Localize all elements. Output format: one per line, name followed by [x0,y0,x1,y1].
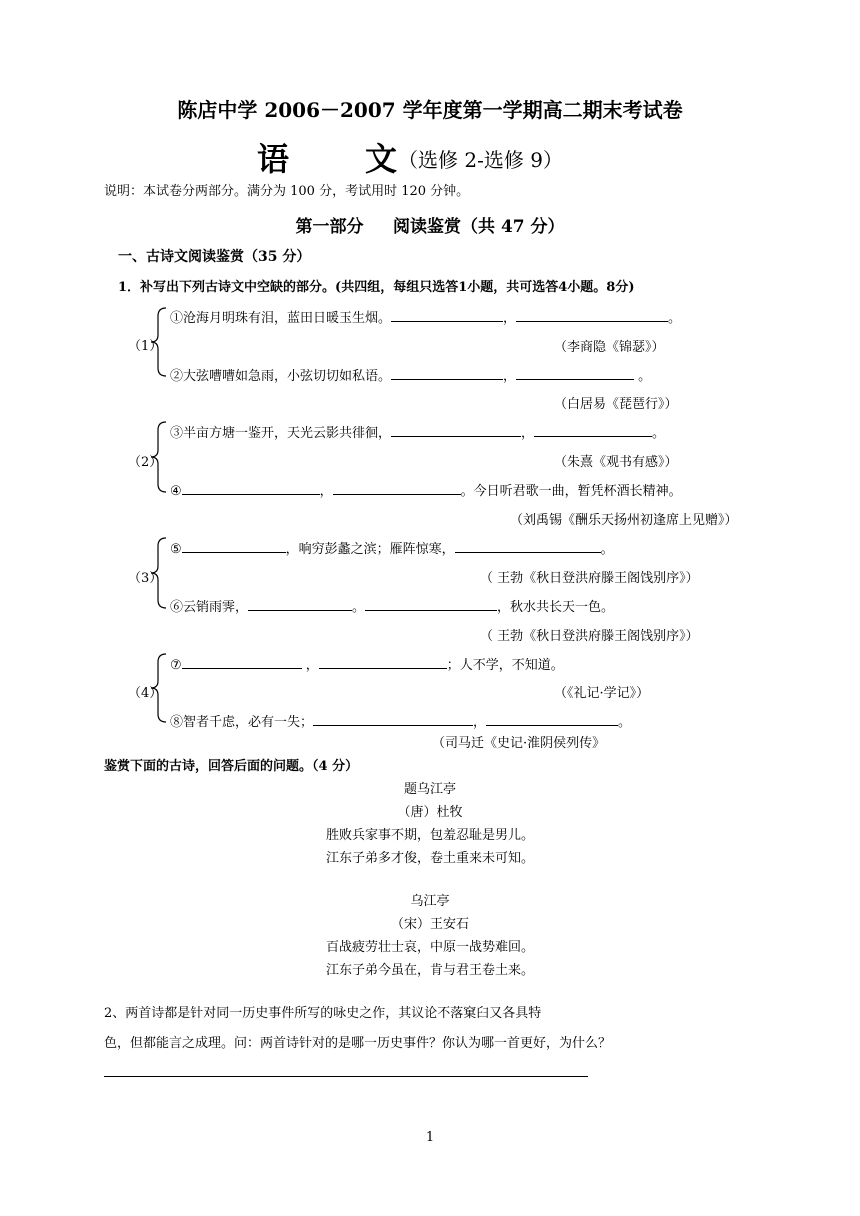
punctuation: ， [503,311,517,326]
subject-char-2: 文 [365,140,398,178]
answer-blank[interactable] [516,308,668,322]
group-4-label: （4） [128,686,163,701]
punctuation: ， [473,715,487,730]
group-2-line-b [170,480,682,499]
line-text: ；人不学，不知道。 [446,658,564,673]
punctuation: 。 [652,426,666,441]
answer-blank[interactable] [248,597,352,611]
line-text: ⑦ [170,658,182,673]
line-text: ②大弦嘈嘈如急雨，小弦切切如私语。 [170,369,392,384]
poem-2-title: 乌江亭 [410,894,450,909]
line-text: ③半亩方塘一鉴开，天光云影共徘徊， [170,426,392,441]
group-1-line-b [170,365,651,384]
answer-blank[interactable] [313,712,473,726]
group-1-line-a [170,307,681,326]
part1-heading: 第一部分 阅读鉴赏（共 47 分） [295,217,565,237]
line-text: ，秋水共长天一色。 [497,600,615,615]
subject-char-1: 语 [257,140,290,178]
punctuation: ， [521,426,535,441]
answer-blank[interactable] [182,655,302,669]
punctuation: ， [319,484,333,499]
group-1-label: （1） [128,339,163,354]
answer-blank[interactable] [333,481,461,495]
answer-blank[interactable] [486,712,618,726]
answer-blank[interactable] [455,539,601,553]
answer-blank[interactable] [391,308,503,322]
answer-blank[interactable] [182,539,286,553]
answer-line[interactable] [104,1076,588,1077]
group-1-source-a: （李商隐《锦瑟》） [554,340,665,355]
group-3-line-a [170,538,614,557]
answer-blank[interactable] [391,423,521,437]
answer-blank[interactable] [319,655,447,669]
group-4-line-b [170,711,631,730]
group-2-source-b: （刘禹锡《酬乐天扬州初逢席上见赠》） [510,513,738,528]
poem-1-line-2: 江东子弟多才俊，卷土重来未可知。 [325,851,534,866]
exam-title: 陈店中学 2006－2007 学年度第一学期高二期末考试卷 [177,98,683,122]
line-text: ⑧智者千虑，必有一失； [170,715,314,730]
poem-1-line-1: 胜败兵家事不期，包羞忍耻是男儿。 [325,828,534,843]
subject-note: （选修 2-选修 9） [398,148,563,172]
line-text: ⑤ [170,542,182,557]
poem-2-line-2: 江东子弟今虽在，肯与君王卷土来。 [325,963,534,978]
poem-2-line-1: 百战疲劳壮士哀，中原一战势难回。 [325,940,534,955]
question-2-line-1: 2、两首诗都是针对同一历史事件所写的咏史之作，其议论不落窠臼又各具特 [104,1006,542,1021]
punctuation: ， [503,369,517,384]
answer-blank[interactable] [534,423,652,437]
poem-1-author: （唐）杜牧 [397,805,463,820]
question-2-line-2: 色，但都能言之成理。问：两首诗针对的是哪一历史事件？你认为哪一首更好，为什么？ [104,1036,612,1051]
line-text: ④ [170,484,182,499]
punctuation: 。 [352,600,366,615]
answer-blank[interactable] [516,366,634,380]
group-1-source-b: （白居易《琵琶行》） [554,397,678,412]
section1-heading: 一、古诗文阅读鉴赏（35 分） [118,249,311,265]
answer-blank[interactable] [391,366,503,380]
group-4-line-a [170,654,564,673]
line-text: ，响穷彭蠡之滨；雁阵惊寒， [285,542,455,557]
punctuation: ， [301,658,319,673]
punctuation: 。 [634,369,652,384]
poem-2-author: （宋）王安石 [390,917,469,932]
appreciation-prompt: 鉴赏下面的古诗，回答后面的问题。（4 分） [104,759,359,774]
group-2-source-a: （朱熹《观书有感》） [554,455,678,470]
group-4-source-a: （《礼记·学记》） [554,686,650,701]
group-2-line-a [170,422,665,441]
group-3-source-b: （ 王勃《秋日登洪府滕王阁饯别序》） [480,629,699,644]
punctuation: 。 [618,715,632,730]
group-2-label: （2） [128,455,163,470]
group-4-source-b: （司马迁《史记·淮阴侯列传》 [432,736,606,751]
group-3-source-a: （ 王勃《秋日登洪府滕王阁饯别序》） [480,571,699,586]
question-1: 1．补写出下列古诗文中空缺的部分。(共四组，每组只选答1小题，共可选答4小题。8分) [118,280,635,295]
answer-blank[interactable] [365,597,497,611]
punctuation: 。 [600,542,614,557]
line-text: ①沧海月明珠有泪，蓝田日暖玉生烟。 [170,311,392,326]
poem-1-title: 题乌江亭 [403,782,456,797]
group-3-line-b [170,596,614,615]
line-text: ⑥云销雨霁， [170,600,249,615]
page-number: 1 [425,1130,435,1145]
line-text: 。今日听君歌一曲，暂凭杯酒长精神。 [460,484,682,499]
punctuation: 。 [668,311,682,326]
instructions: 说明：本试卷分两部分。满分为 100 分，考试用时 120 分钟。 [104,184,470,199]
answer-blank[interactable] [182,481,320,495]
group-3-label: （3） [128,571,163,586]
